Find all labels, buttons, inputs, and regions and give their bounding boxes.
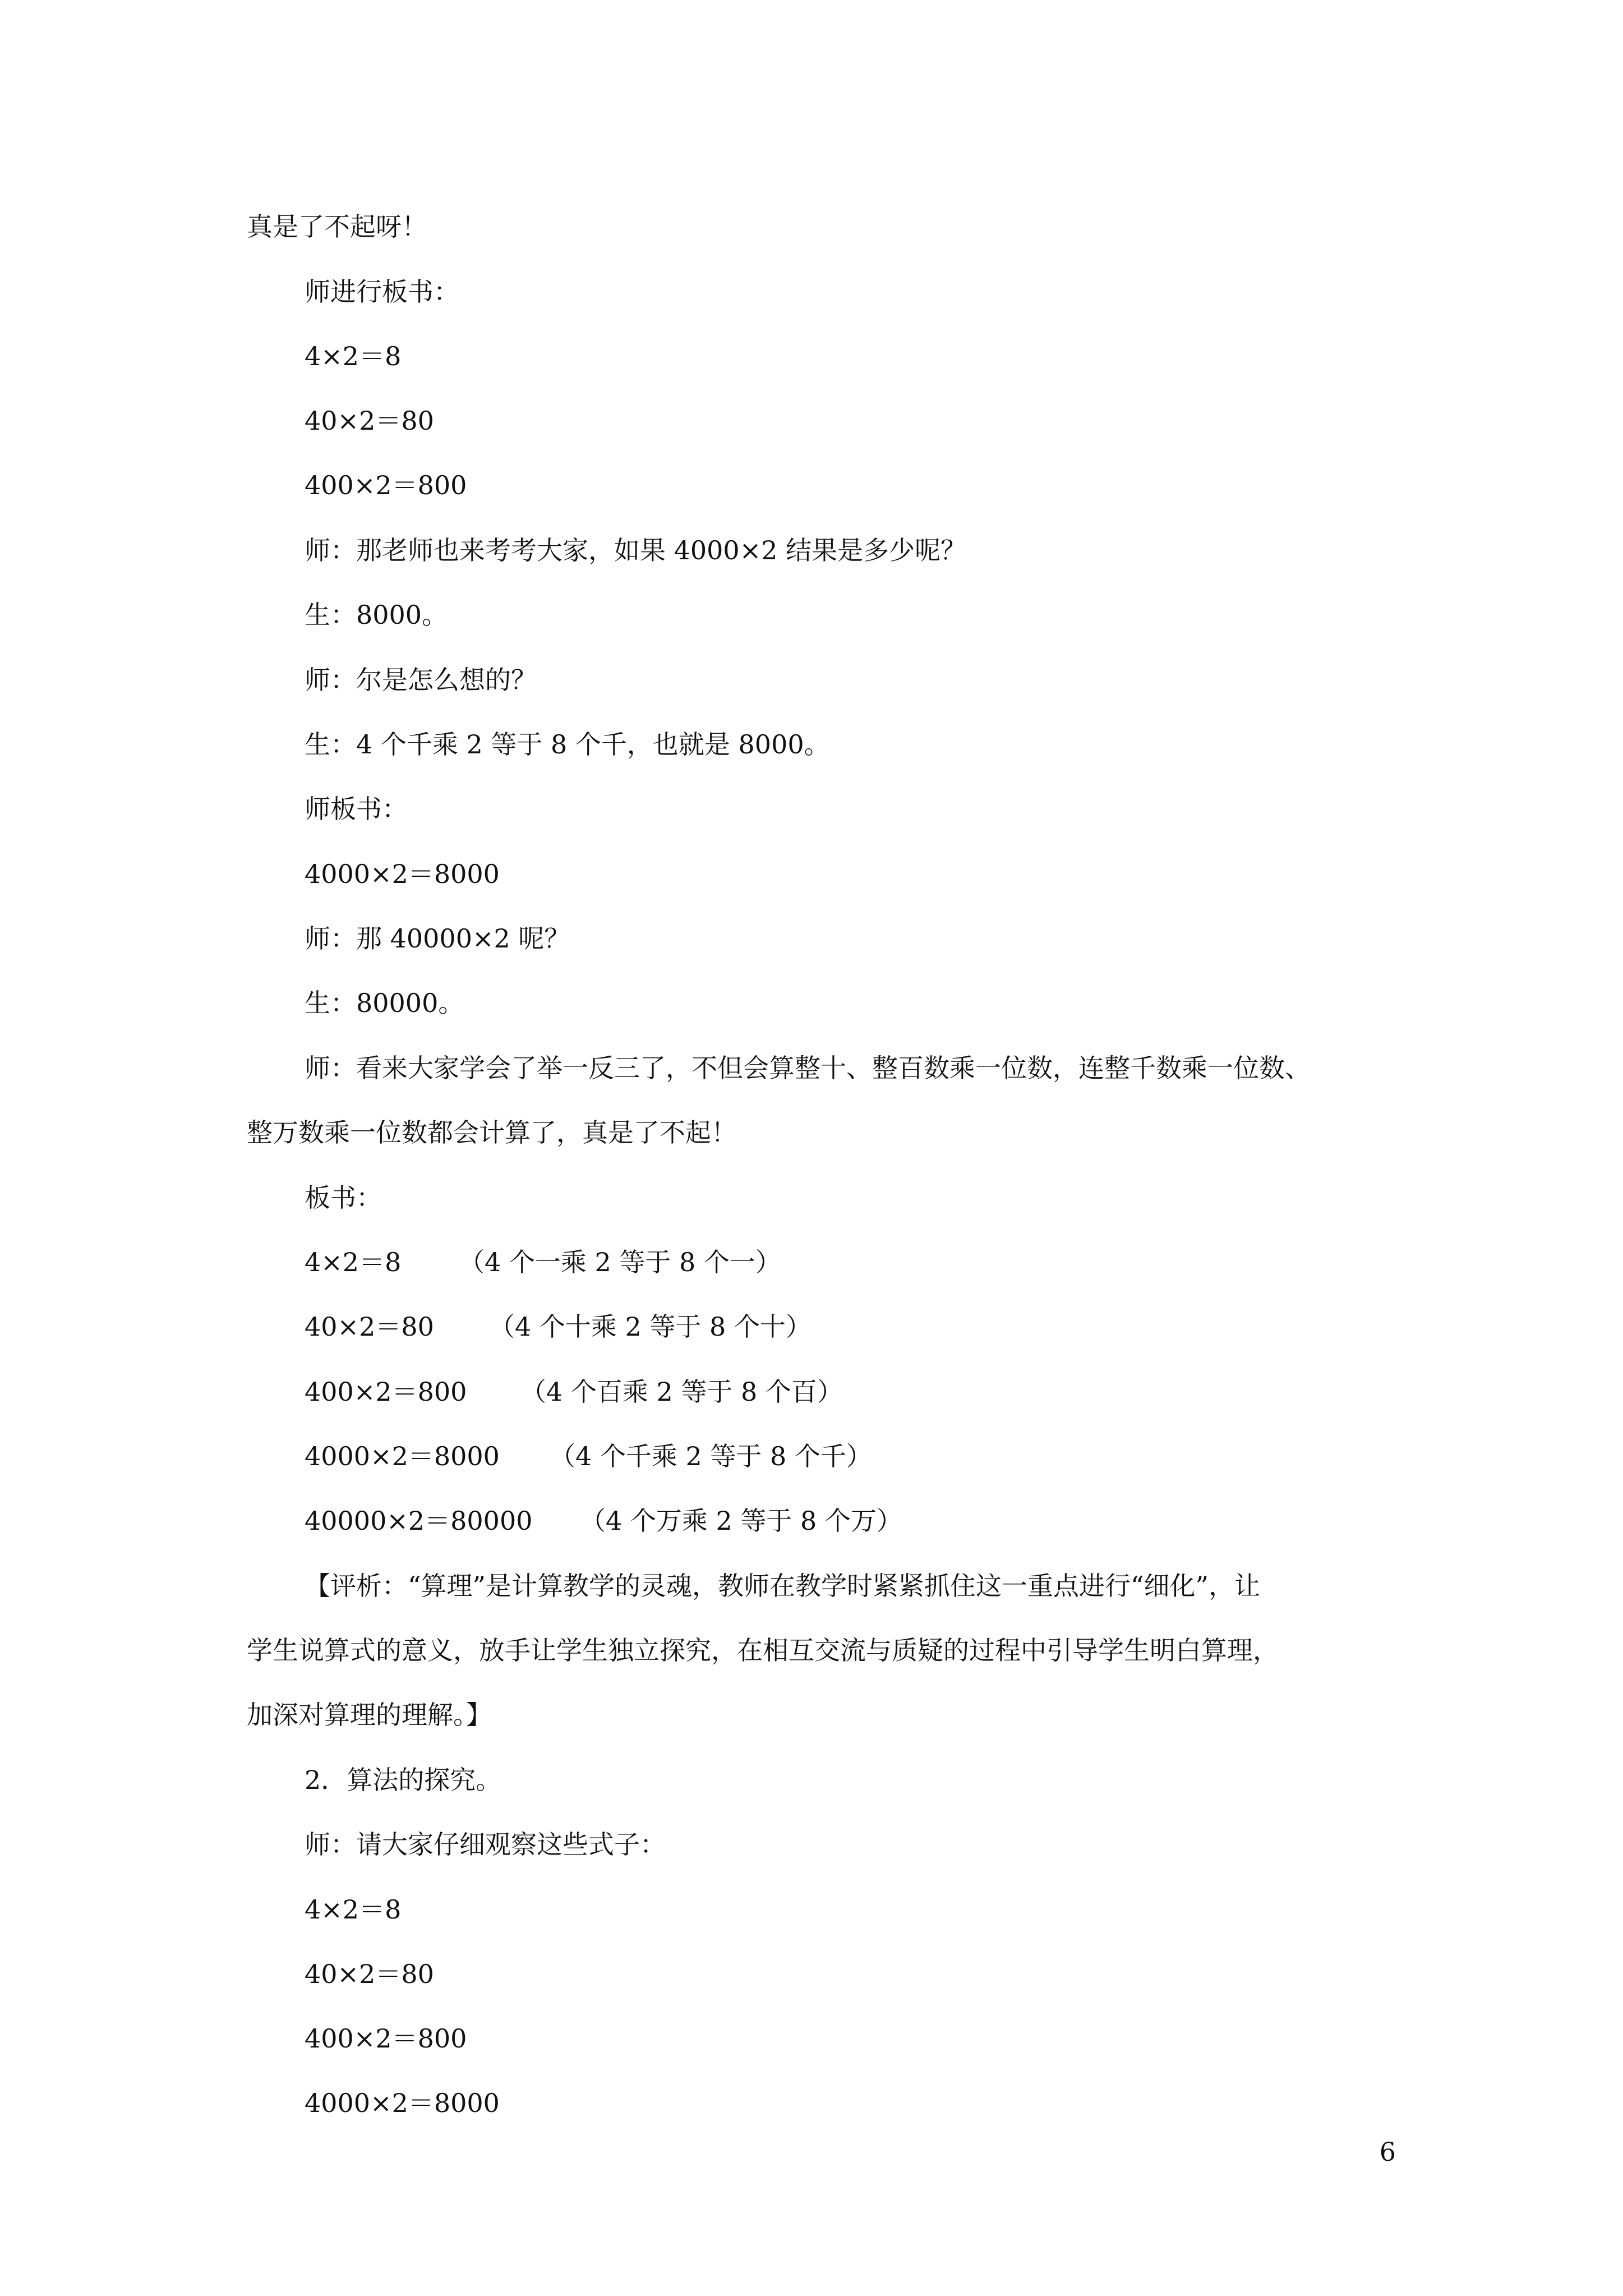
board-note: （4 个万乘 2 等于 8 个万） <box>580 1506 902 1536</box>
board-note: （4 个百乘 2 等于 8 个百） <box>520 1377 843 1407</box>
board-equation: 40000×2＝80000 <box>305 1506 533 1536</box>
board-note: （4 个一乘 2 等于 8 个一） <box>459 1247 781 1277</box>
board-note: （4 个十乘 2 等于 8 个十） <box>489 1312 811 1342</box>
section-heading: 2．算法的探究。 <box>305 1765 502 1795</box>
dialogue-line: 生：80000。 <box>305 988 464 1018</box>
equation-line: 4000×2＝8000 <box>305 859 500 889</box>
dialogue-line: 师：看来大家学会了举一反三了，不但会算整十、整百数乘一位数，连整千数乘一位数、 <box>305 1053 1311 1083</box>
comment-line: 【评析：“算理”是计算教学的灵魂，教师在教学时紧紧抓住这一重点进行“细化”，让 <box>305 1571 1261 1601</box>
text-line: 师进行板书： <box>305 277 459 307</box>
text-line: 真是了不起呀！ <box>247 211 427 242</box>
text-line: 师板书： <box>305 794 408 824</box>
dialogue-line: 生：8000。 <box>305 600 448 630</box>
equation-line: 400×2＝800 <box>305 470 467 500</box>
text-line: 板书： <box>305 1182 382 1213</box>
equation-line: 4000×2＝8000 <box>305 2088 500 2118</box>
comment-line: 学生说算式的意义，放手让学生独立探究，在相互交流与质疑的过程中引导学生明白算理， <box>247 1635 1279 1665</box>
board-equation: 40×2＝80 <box>305 1312 434 1342</box>
dialogue-line: 师：那 40000×2 呢？ <box>305 923 570 954</box>
page-number: 6 <box>1379 2137 1396 2167</box>
dialogue-line: 师：尔是怎么想的？ <box>305 665 537 695</box>
equation-line: 400×2＝800 <box>305 2023 467 2054</box>
board-note: （4 个千乘 2 等于 8 个千） <box>550 1441 872 1471</box>
equation-line: 40×2＝80 <box>305 1959 434 1989</box>
dialogue-line: 整万数乘一位数都会计算了，真是了不起！ <box>247 1117 737 1148</box>
equation-line: 4×2＝8 <box>305 1894 402 1925</box>
board-equation: 4000×2＝8000 <box>305 1441 500 1471</box>
board-equation: 4×2＝8 <box>305 1247 402 1277</box>
equation-line: 4×2＝8 <box>305 341 402 371</box>
equation-line: 40×2＝80 <box>305 406 434 436</box>
dialogue-line: 师：请大家仔细观察这些式子： <box>305 1829 666 1860</box>
board-equation: 400×2＝800 <box>305 1377 467 1407</box>
dialogue-line: 生：4 个千乘 2 等于 8 个千，也就是 8000。 <box>305 729 830 760</box>
dialogue-line: 师：那老师也来考考大家，如果 4000×2 结果是多少呢？ <box>305 535 967 565</box>
comment-line: 加深对算理的理解。】 <box>247 1700 492 1730</box>
